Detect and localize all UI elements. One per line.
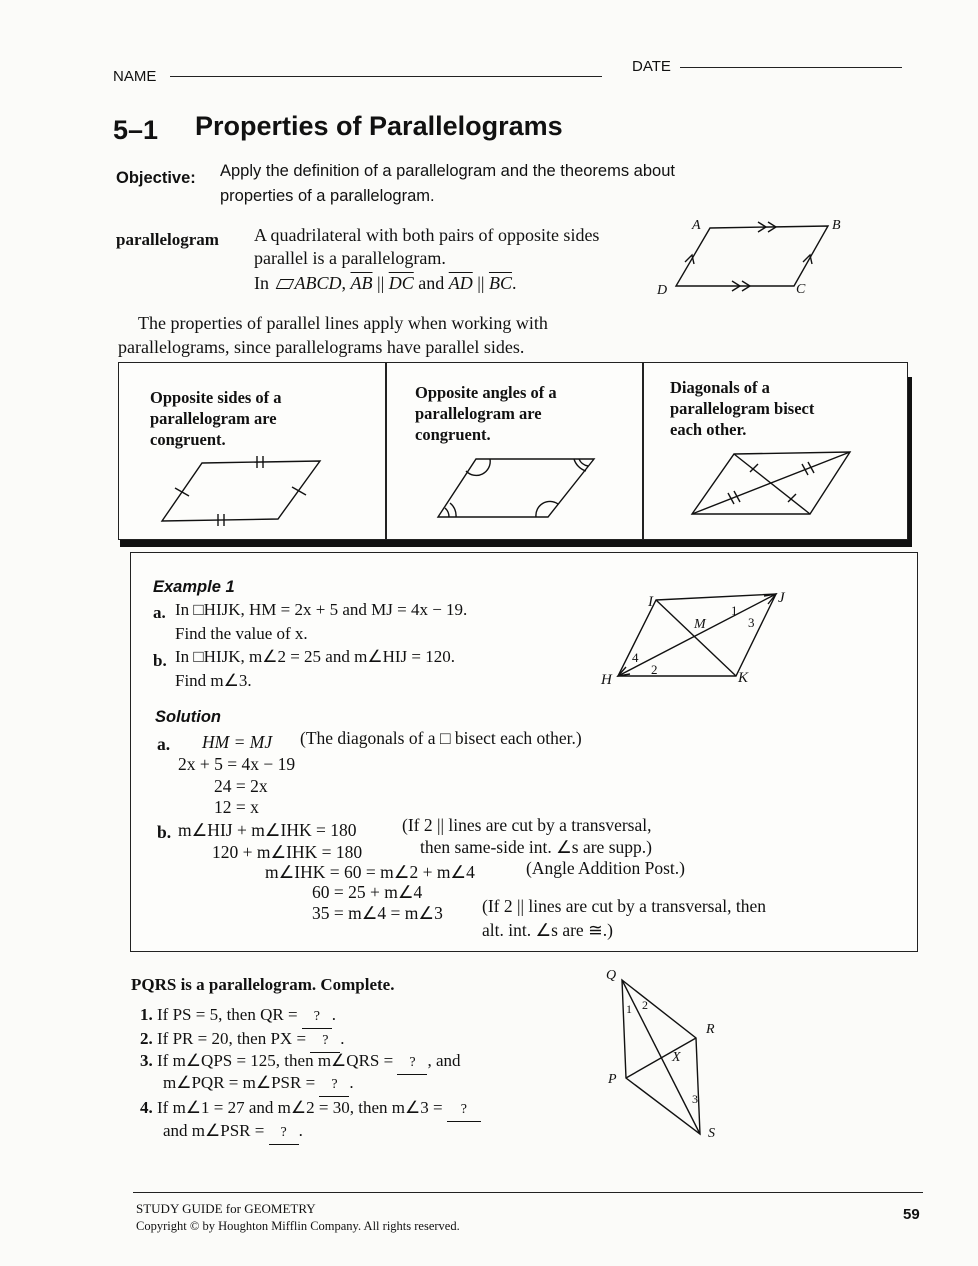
- diagonal-2: [692, 452, 850, 514]
- pqrs-angle-2-label: 2: [642, 998, 648, 1012]
- congruent-sides-figure: [160, 455, 330, 530]
- period: .: [511, 273, 517, 293]
- exercise-1-end: .: [331, 1005, 337, 1024]
- solution-a-step-1: HM = MJ: [202, 732, 273, 752]
- properties-divider-2: [642, 362, 644, 540]
- exercise-4-text-2: and m∠PSR =: [163, 1121, 269, 1140]
- definition-in-text: In: [254, 273, 274, 293]
- diagonal-pr: [626, 1038, 696, 1078]
- property-3-line-3: each other.: [670, 420, 747, 439]
- tick-right: [292, 487, 306, 495]
- diagonal-qs: [622, 980, 700, 1134]
- vertex-j-label: J: [778, 590, 785, 606]
- exercise-3-text-2: m∠PQR = m∠PSR =: [163, 1073, 320, 1092]
- example-b-label: b.: [153, 651, 167, 670]
- name-label: NAME: [113, 68, 157, 85]
- section-number: 5–1: [113, 115, 159, 145]
- property-2-line-3: congruent.: [415, 425, 491, 444]
- definition-abcd: ABCD: [294, 273, 342, 293]
- vertex-s-label: S: [708, 1126, 715, 1141]
- objective-line-2: properties of a parallelogram.: [220, 187, 435, 205]
- segment-dc: $\overline{DC}$: [388, 273, 414, 293]
- intersection-x-label: X: [672, 1050, 681, 1065]
- exercise-3-end-1: , and: [427, 1051, 461, 1070]
- pqrs-angle-1-label: 1: [626, 1002, 632, 1016]
- vertex-d-label: D: [657, 283, 668, 298]
- definition-line-2: parallel is a parallelogram.: [254, 248, 446, 268]
- solution-heading: Solution: [155, 708, 221, 726]
- solution-a-label: a.: [157, 734, 171, 754]
- definition-term: parallelogram: [116, 230, 219, 249]
- vertex-h-label: H: [601, 672, 612, 688]
- example-a-line-2: Find the value of x.: [175, 624, 308, 643]
- exercises-heading: PQRS is a parallelogram. Complete.: [131, 975, 395, 994]
- vertex-b-label: B: [832, 218, 841, 233]
- solution-b-label: b.: [157, 822, 172, 842]
- example-heading: Example 1: [153, 578, 235, 596]
- solution-a-step-4: 12 = x: [214, 797, 259, 817]
- angle-4-label: 4: [632, 650, 639, 665]
- name-field[interactable]: [170, 76, 602, 77]
- date-label: DATE: [632, 58, 671, 75]
- exercise-3-text: If m∠QPS = 125, then m∠QRS =: [157, 1051, 398, 1070]
- bisecting-diagonals-figure: [690, 450, 860, 525]
- angle-3-label: 3: [748, 615, 755, 630]
- angle-arc-top-left: [466, 459, 490, 475]
- exercise-3-end-2: .: [349, 1073, 354, 1092]
- solution-b-step-1: m∠HIJ + m∠IHK = 180: [178, 820, 357, 840]
- solution-b-step-2: 120 + m∠IHK = 180: [212, 842, 363, 862]
- properties-divider-1: [385, 362, 387, 540]
- congruent-sides-shape: [162, 461, 320, 521]
- footer-book-title: STUDY GUIDE for GEOMETRY: [136, 1201, 316, 1216]
- parallelogram-abcd-shape: [676, 226, 828, 286]
- property-3-line-2: parallelogram bisect: [670, 399, 815, 418]
- solution-b-step-5: 35 = m∠4 = m∠3: [312, 903, 443, 923]
- exercise-4-blank-2[interactable]: ?: [269, 1122, 299, 1145]
- example-b-line-2: Find m∠3.: [175, 671, 252, 690]
- parallelogram-hijk-figure: [616, 590, 786, 685]
- example-a-label: a.: [153, 603, 166, 622]
- intro-line-2: parallelograms, since parallelograms have parallel sides.: [118, 337, 525, 357]
- exercise-4-end-2: .: [298, 1121, 303, 1140]
- exercise-3-line-2: [163, 1072, 354, 1097]
- pqrs-angle-3-label: 3: [692, 1092, 698, 1106]
- exercise-2-end: .: [340, 1029, 345, 1048]
- vertex-r-label: R: [706, 1022, 715, 1037]
- property-1-text: [150, 387, 282, 450]
- exercise-2-blank[interactable]: ?: [310, 1030, 340, 1053]
- midpoint-m-label: M: [694, 617, 706, 632]
- exercise-3-blank-1[interactable]: ?: [397, 1052, 427, 1075]
- vertex-p-label: P: [608, 1072, 617, 1087]
- solution-b-step-4: 60 = 25 + m∠4: [312, 882, 423, 902]
- solution-b-step-3: m∠IHK = 60 = m∠2 + m∠4: [265, 862, 475, 882]
- angle-arc-bottom-left-2: [445, 508, 449, 517]
- vertex-q-label: Q: [606, 968, 617, 983]
- tick-left: [175, 488, 189, 496]
- example-a-line-1: In □HIJK, HM = 2x + 5 and MJ = 4x − 19.: [175, 600, 468, 619]
- angle-1-label: 1: [731, 603, 738, 618]
- page-number: 59: [903, 1206, 920, 1223]
- segment-bc: $\overline{BC}$: [488, 273, 512, 293]
- vertex-a-label: A: [692, 218, 701, 233]
- parallelogram-pqrs-figure: [618, 978, 718, 1138]
- objective-label: Objective:: [116, 169, 196, 187]
- exercise-3-number: 3.: [140, 1051, 153, 1070]
- definition-line-1: A quadrilateral with both pairs of opposite sides: [254, 225, 600, 245]
- property-1-line-2: parallelogram are: [150, 409, 277, 428]
- property-2-text: [415, 382, 557, 445]
- footer-copyright: Copyright © by Houghton Mifflin Company. All rights reserved.: [136, 1219, 460, 1233]
- property-2-line-2: parallelogram are: [415, 404, 542, 423]
- page-title: Properties of Parallelograms: [195, 111, 563, 141]
- property-2-line-1: Opposite angles of a: [415, 383, 557, 402]
- parallel-symbol: ||: [372, 273, 389, 293]
- angle-2-label: 2: [651, 662, 658, 677]
- exercise-4-blank-1[interactable]: ?: [447, 1099, 481, 1122]
- solution-b-note-1: (If 2 || lines are cut by a transversal,: [402, 815, 652, 835]
- property-3-text: [670, 377, 814, 440]
- property-3-line-1: Diagonals of a: [670, 378, 770, 397]
- segment-ad: $\overline{AD}$: [448, 273, 473, 293]
- exercise-2-text: If PR = 20, then PX =: [157, 1029, 311, 1048]
- objective-line-1: Apply the definition of a parallelogram and the theorems about: [220, 162, 675, 180]
- definition-line-3: In ABCD, $\overline{AB}$ || $\overline{DC}$ and $\overline{AD}$ || $\overline{BC}$.: [254, 273, 517, 293]
- date-field[interactable]: [680, 67, 902, 68]
- angle-arc-bottom-left-1: [450, 503, 456, 517]
- congruent-angles-figure: [436, 455, 606, 530]
- solution-b-note-2: then same-side int. ∠s are supp.): [420, 837, 652, 857]
- intro-line-1: The properties of parallel lines apply when working with: [138, 313, 548, 333]
- property-1-line-1: Opposite sides of a: [150, 388, 282, 407]
- exercise-4-number: 4.: [140, 1098, 153, 1117]
- vertex-c-label: C: [796, 282, 806, 297]
- example-b-line-1: In □HIJK, m∠2 = 25 and m∠HIJ = 120.: [175, 647, 455, 666]
- parallel-symbol: ||: [472, 273, 489, 293]
- exercise-4-line-2: [163, 1120, 303, 1145]
- and-text: and: [413, 273, 449, 293]
- exercise-4-text: If m∠1 = 27 and m∠2 = 30, then m∠3 =: [157, 1098, 447, 1117]
- vertex-i-label: I: [648, 594, 653, 610]
- footer-rule: [133, 1192, 923, 1193]
- property-1-line-3: congruent.: [150, 430, 226, 449]
- congruent-angles-shape: [438, 459, 594, 517]
- solution-b-note-6: alt. int. ∠s are ≅.): [482, 920, 613, 940]
- solution-a-step-3: 24 = 2x: [214, 776, 268, 796]
- solution-a-step-2: 2x + 5 = 4x − 19: [178, 754, 296, 774]
- exercise-1: [140, 1004, 336, 1029]
- exercise-1-number: 1.: [140, 1005, 153, 1024]
- parallelogram-symbol: [275, 279, 294, 289]
- exercise-1-text: If PS = 5, then QR =: [157, 1005, 302, 1024]
- exercise-3-blank-2[interactable]: ?: [319, 1074, 349, 1097]
- exercise-1-blank[interactable]: ?: [302, 1006, 332, 1029]
- segment-ab: $\overline{AB}$: [350, 273, 373, 293]
- solution-b-note-5: (If 2 || lines are cut by a transversal, then: [482, 896, 766, 916]
- exercise-4: [140, 1097, 481, 1122]
- solution-b-note-3: (Angle Addition Post.): [526, 858, 685, 878]
- vertex-k-label: K: [738, 670, 749, 686]
- parallelogram-abcd-figure: [650, 210, 850, 300]
- diagonal-1: [734, 454, 810, 514]
- diagonal-hj: [618, 594, 776, 676]
- diagonal-ik: [656, 600, 736, 676]
- solution-a-note-1: (The diagonals of a □ bisect each other.): [300, 728, 582, 748]
- angle-arc-top-right-2: [579, 459, 588, 466]
- exercise-2-number: 2.: [140, 1029, 153, 1048]
